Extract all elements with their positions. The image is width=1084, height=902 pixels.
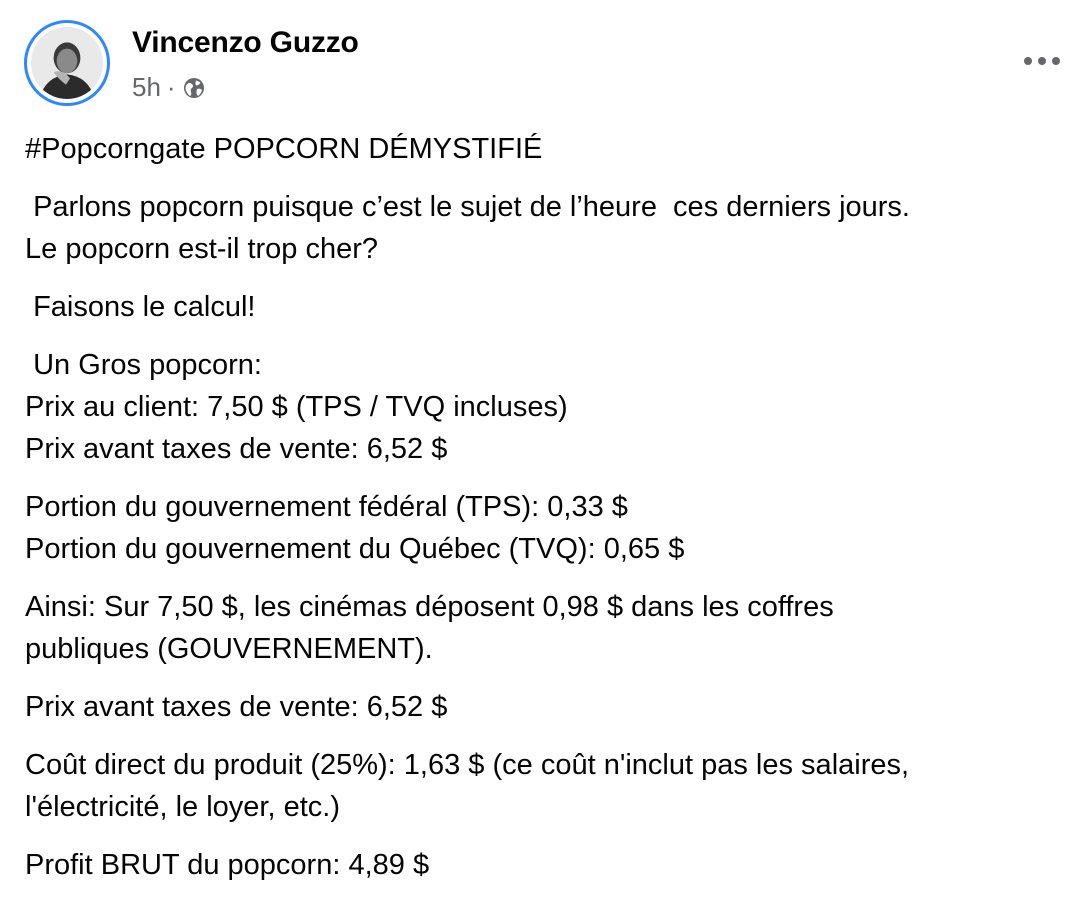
more-options-button[interactable] (1020, 46, 1064, 76)
author-name[interactable]: Vincenzo Guzzo (132, 26, 359, 59)
post-header (24, 20, 1064, 110)
profile-photo-icon (31, 27, 103, 99)
post-intro: Parlons popcorn puisque c’est le sujet de l’heure ces derniers jours. Le popcorn est-il trop cher? (25, 191, 910, 265)
globe-icon[interactable] (182, 76, 206, 100)
post-ainsi: Ainsi: Sur 7,50 $, les cinémas déposent 0,98 $ dans les coffres publiques (GOUVERNEMENT). (25, 591, 834, 665)
post-cost: Coût direct du produit (25%): 1,63 $ (ce coût n'inclut pas les salaires, l'électricité, le loyer, etc.) (25, 749, 910, 823)
post-meta (132, 72, 206, 103)
post-title: #Popcorngate POPCORN DÉMYSTIFIÉ (25, 133, 543, 165)
post-taxes: Portion du gouvernement fédéral (TPS): 0,33 $ Portion du gouvernement du Québec (TVQ): 0,65 $ (25, 491, 685, 565)
post-prices: Un Gros popcorn: Prix au client: 7,50 $ (TPS / TVQ incluses) Prix avant taxes de vente: 6,52 $ (25, 349, 568, 465)
post-profit: Profit BRUT du popcorn: 4,89 $ (25, 849, 430, 881)
avatar[interactable] (24, 20, 110, 106)
meta-separator: · (166, 72, 176, 102)
post-timestamp[interactable]: 5h (132, 72, 161, 102)
more-horizontal-icon (1022, 55, 1062, 67)
post-body (25, 128, 1065, 902)
avatar-photo (31, 27, 103, 99)
post-price-before-tax: Prix avant taxes de vente: 6,52 $ (25, 691, 448, 723)
post-calc: Faisons le calcul! (25, 291, 256, 323)
